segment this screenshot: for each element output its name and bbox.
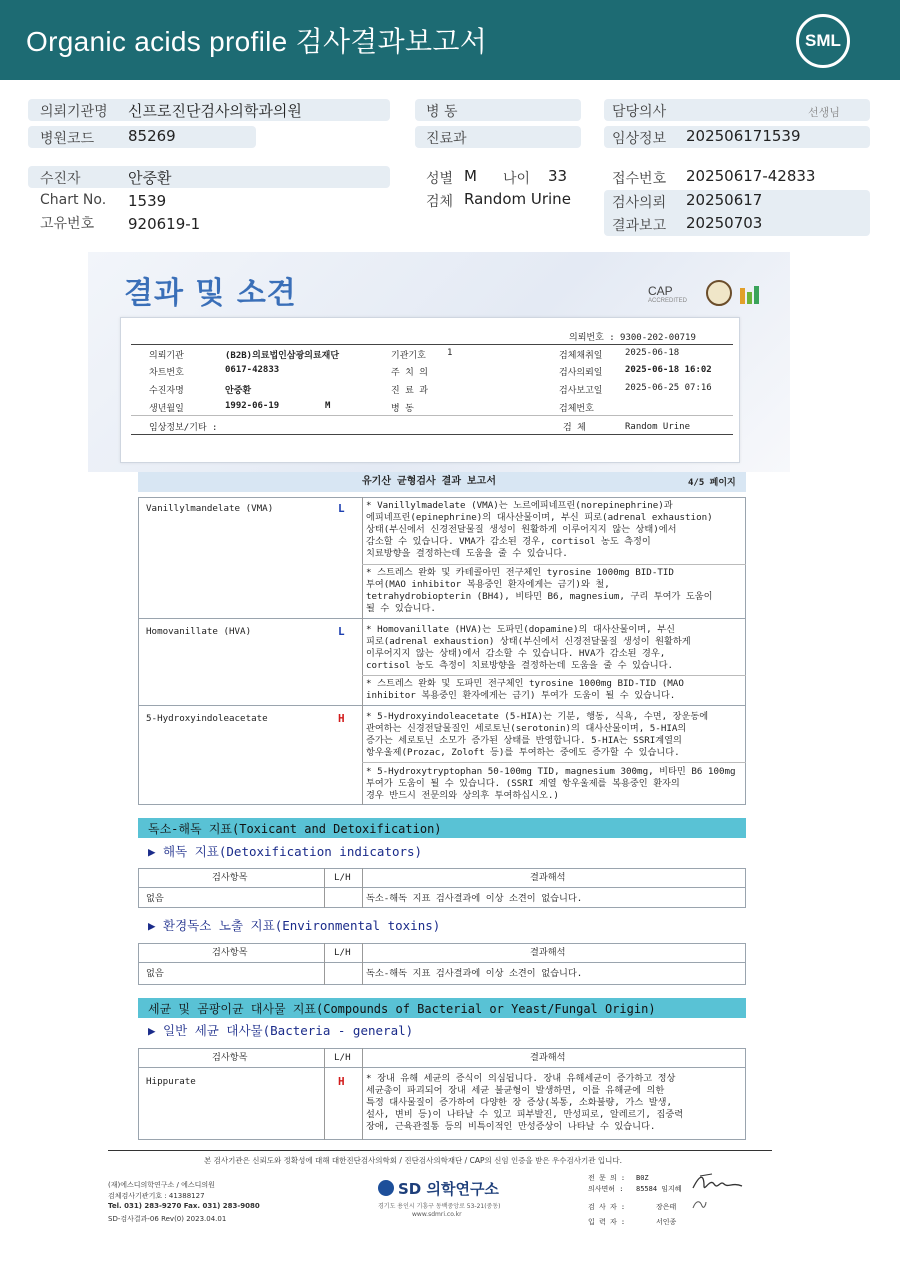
section-bacterial-title: 세균 및 곰팡이균 대사물 지표(Compounds of Bacterial or Yeast/Fungal Origin) <box>148 1002 656 1016</box>
hippurate-name: Hippurate <box>146 1076 196 1087</box>
report-label: 결과보고 <box>612 218 667 234</box>
row3-label1: 수진자명 <box>149 386 184 396</box>
patient-label: 수진자 <box>40 171 81 187</box>
row2-value1: 0617-42833 <box>225 365 280 375</box>
sd-logo-icon <box>378 1180 394 1196</box>
id-label: 고유번호 <box>40 216 95 232</box>
row4-sex: M <box>325 401 331 411</box>
dept-label: 진료과 <box>426 131 467 147</box>
divider <box>362 762 746 763</box>
divider <box>362 564 746 565</box>
row3-label2: 진 료 과 <box>391 386 428 396</box>
flag-low: L <box>338 625 345 638</box>
column-divider <box>362 943 363 985</box>
row2-label2: 주 치 의 <box>391 368 428 378</box>
seal-icon <box>706 280 732 306</box>
col-interp: 결과해석 <box>530 872 566 883</box>
footer-rev: SD-검사결과-06 Rev(0) 2023.04.01 <box>108 1215 227 1223</box>
institution-value: 신프로진단검사의학과의원 <box>128 102 302 120</box>
row1-label1: 의뢰기관 <box>149 351 184 361</box>
row3-value3: 2025-06-25 07:16 <box>625 383 712 393</box>
divider <box>131 344 733 345</box>
footer-brand: SD 의학연구소 <box>398 1180 499 1198</box>
item-advice: * 5-Hydroxytryptophan 50-100mg TID, magnesium 300mg, 비타민 B6 100mg 투여가 도움이 될 수 있습니다. (SSRI 계열 항우울제를 복용중인 환자의 경우 반드시 전문의와 상의후 투여하십시오.) <box>366 766 736 802</box>
specimen-label: 검체 <box>426 194 454 210</box>
report-value: 20250703 <box>686 214 763 232</box>
row4-label2: 병 동 <box>391 404 414 414</box>
item-name: 5-Hydroxyindoleacetate <box>146 713 268 724</box>
sub-environmental: ▶ 환경독소 노출 지표(Environmental toxins) <box>148 918 441 933</box>
row1-label3: 검체채취일 <box>559 351 603 361</box>
footer-contact: Tel. 031) 283-9270 Fax. 031) 283-9080 <box>108 1202 260 1210</box>
divider <box>138 962 746 963</box>
item-name: Homovanillate (HVA) <box>146 626 252 637</box>
clinical-label: 임상정보 <box>612 131 667 147</box>
receipt-value: 20250617-42833 <box>686 167 816 185</box>
item-description: * Homovanillate (HVA)는 도파민(dopamine)의 대사산물이며, 부신 피로(adrenal exhaustion) 상태(부신에서 신경전달물질 생성이 원활하게 이루어지지 않는 상태)에서 감소할 수 있습니다. HVA가 감소된 경우, cortisol 농도 측정이 치료방향을 결정하는데 도움을 줄 수 있습니다. <box>366 624 691 672</box>
col-interp: 결과해석 <box>530 947 566 958</box>
chart-value: 1539 <box>128 192 167 210</box>
row4-value1: 1992-06-19 <box>225 401 280 411</box>
license-label: 의사면허 : <box>588 1185 624 1193</box>
col-lh: L/H <box>334 947 351 958</box>
flag-high: H <box>338 712 345 725</box>
institution-label: 의뢰기관명 <box>40 104 108 120</box>
specialist-value: B0Z <box>636 1174 649 1182</box>
item-advice: * 스트레스 완화 및 도파민 전구체인 tyrosine 1000mg BID-TID (MAO inhibitor 복용중인 환자에게는 금기) 투여가 도움이 될 수 있습니다. <box>366 678 684 702</box>
divider <box>108 1150 772 1151</box>
cap-logo-text: CAP <box>648 284 673 298</box>
clinical-value: 202506171539 <box>686 127 801 145</box>
none-label: 없음 <box>146 968 164 979</box>
report-header <box>0 0 900 80</box>
license-value: 85584 임지혜 <box>636 1185 682 1193</box>
signature-icon <box>690 1170 746 1196</box>
col-interp: 결과해석 <box>530 1052 566 1063</box>
hospital-code-value: 85269 <box>128 127 176 145</box>
page-title: Organic acids profile 검사결과보고서 <box>26 26 488 57</box>
divider <box>131 434 733 435</box>
col-lh: L/H <box>334 872 351 883</box>
divider <box>131 415 733 416</box>
request-number: 의뢰번호 : 9300-202-00719 <box>569 333 696 343</box>
sex-value: M <box>464 167 477 185</box>
age-value: 33 <box>548 167 568 185</box>
tester-label: 검 사 자 : <box>588 1203 626 1211</box>
column-divider <box>362 1048 363 1140</box>
input-value: 서인종 <box>656 1218 677 1226</box>
specialist-label: 전 문 의 : <box>588 1174 626 1182</box>
column-divider <box>324 1048 325 1140</box>
none-text: 독소-해독 지표 검사결과에 이상 소견이 없습니다. <box>366 968 583 979</box>
row3-label3: 검사보고일 <box>559 386 603 396</box>
doctor-label: 담당의사 <box>612 104 667 120</box>
item-description: * Vanillylmadelate (VMA)는 노르에피네프린(norepinephrine)과 에피네프린(epinephrine)의 대사산물이며, 부신 피로(adrenal exhaustion) 상태(부신에서 신경전달물질 생성이 원활하게 이루어지지 않는 상태)에서 감소할 수 있습니다. VMA가 감소된 경우, cortisol 농도 측정이 치료방향을 결정하는데 도움을 줄 수 있습니다. <box>366 500 713 560</box>
input-label: 입 력 자 : <box>588 1218 626 1226</box>
cap-logo-icon <box>648 284 687 304</box>
divider <box>138 887 746 888</box>
column-divider <box>362 497 363 619</box>
lab-logo-icon <box>738 282 762 306</box>
tester-value: 장은태 <box>656 1203 677 1211</box>
patient-value: 안중환 <box>128 169 172 187</box>
col-item: 검사항목 <box>212 872 248 883</box>
column-divider <box>362 705 363 805</box>
specimen-row-label: 검 체 <box>563 423 586 433</box>
clinical-row-label: 임상정보/기타 : <box>149 423 218 433</box>
specimen-info-box <box>120 317 740 463</box>
row2-label3: 검사의뢰일 <box>559 368 603 378</box>
none-label: 없음 <box>146 893 164 904</box>
chart-label: Chart No. <box>40 192 107 208</box>
row1-label2: 기관기호 <box>391 351 426 361</box>
col-lh: L/H <box>334 1052 351 1063</box>
row4-label1: 생년월일 <box>149 404 184 414</box>
report-heading: 유기산 균형검사 결과 보고서 <box>362 476 496 487</box>
receipt-label: 접수번호 <box>612 171 667 187</box>
accreditation-notice: 본 검사기관은 신뢰도와 정확성에 대해 대한진단검사의학회 / 진단검사의학재단 / CAP의 신임 인증을 받은 우수검사기관 입니다. <box>204 1156 622 1165</box>
column-divider <box>362 618 363 706</box>
col-item: 검사항목 <box>212 947 248 958</box>
item-advice: * 스트레스 완화 및 카테콜아민 전구체인 tyrosine 1000mg BID-TID 투여(MAO inhibitor 복용중인 환자에게는 금기)와 철, tetrahydrobiopterin (BH4), 비타민 B6, magnesium, 구리 투여가 도움이 될 수 있습니다. <box>366 567 713 615</box>
request-value: 20250617 <box>686 191 763 209</box>
flag-high: H <box>338 1075 345 1088</box>
row1-value2: 1 <box>447 348 453 358</box>
patient-row <box>28 166 390 188</box>
row1-value3: 2025-06-18 <box>625 348 680 358</box>
section-toxicant-title: 독소-해독 지표(Toxicant and Detoxification) <box>148 822 442 836</box>
sml-logo-icon: SML <box>796 14 850 68</box>
row2-label1: 차트번호 <box>149 368 184 378</box>
col-item: 검사항목 <box>212 1052 248 1063</box>
row1-value1: (B2B)의료법인삼광의료재단 <box>225 351 340 361</box>
row4-label3: 검체번호 <box>559 404 594 414</box>
page-indicator: 4/5 페이지 <box>688 478 736 488</box>
sex-label: 성별 <box>426 171 454 187</box>
divider <box>138 1067 746 1068</box>
cap-logo-sub: ACCREDITED <box>648 298 688 304</box>
divider <box>362 675 746 676</box>
column-divider <box>362 868 363 908</box>
row2-value3: 2025-06-18 16:02 <box>625 365 712 375</box>
doctor-suffix: 선생님 <box>808 106 840 119</box>
request-label: 검사의뢰 <box>612 195 667 211</box>
stamp-icon <box>690 1196 708 1214</box>
ward-label: 병 동 <box>426 104 458 120</box>
column-divider <box>324 868 325 908</box>
column-divider <box>324 943 325 985</box>
id-value: 920619-1 <box>128 215 201 233</box>
section-toxicant <box>138 818 746 838</box>
result-title: 결과 및 소견 <box>124 276 297 311</box>
specimen-row-value: Random Urine <box>625 422 691 432</box>
footer-code: 검체검사기관기호 : 41388127 <box>108 1192 205 1200</box>
hippurate-text: * 장내 유해 세균의 증식이 의심됩니다. 장내 유해세균이 증가하고 정상 세균총이 파괴되어 장내 세균 불균형이 발생하면, 이를 유해균에 의한 특정 대사물질이 증가하여 다양한 장 증상(복통, 소화불량, 가스 발생, 설사, 변비 등)이 나타날 수 있고 피부발진, 만성피로, 알레르기, 집중력 장애, 근육관절통 등의 비특이적인 만성증상이 나타날 수 있습니다. <box>366 1073 684 1133</box>
footer-org: (재)에스디의학연구소 / 에스디의원 <box>108 1181 215 1189</box>
row3-value1: 안중환 <box>225 386 252 396</box>
none-text: 독소-해독 지표 검사결과에 이상 소견이 없습니다. <box>366 893 583 904</box>
footer-address: 경기도 용인시 기흥구 동백중앙로 53-21(중동) <box>378 1203 501 1210</box>
hospital-code-label: 병원코드 <box>40 131 95 147</box>
sub-detox: ▶ 해독 지표(Detoxification indicators) <box>148 844 423 859</box>
age-label: 나이 <box>503 171 531 187</box>
item-description: * 5-Hydroxyindoleacetate (5-HIA)는 기분, 행동, 식욕, 수면, 장운동에 관여하는 신경전달물질인 세로토닌(serotonin)의 대사산물이며, 5-HIA의 증가는 세로토닌 소모가 증가된 상태를 반영합니다. 5-HIA는 SSRI계열의 항우울제(Prozac, Zoloft 등)를 투여하는 중에도 증가할 수 있습니다. <box>366 711 709 759</box>
footer-web: www.sdmri.co.kr <box>412 1211 462 1218</box>
specimen-value: Random Urine <box>464 190 571 208</box>
flag-low: L <box>338 502 345 515</box>
section-bacterial <box>138 998 746 1018</box>
item-name: Vanillylmandelate (VMA) <box>146 503 274 514</box>
sub-bacteria: ▶ 일반 세균 대사물(Bacteria - general) <box>148 1023 414 1038</box>
